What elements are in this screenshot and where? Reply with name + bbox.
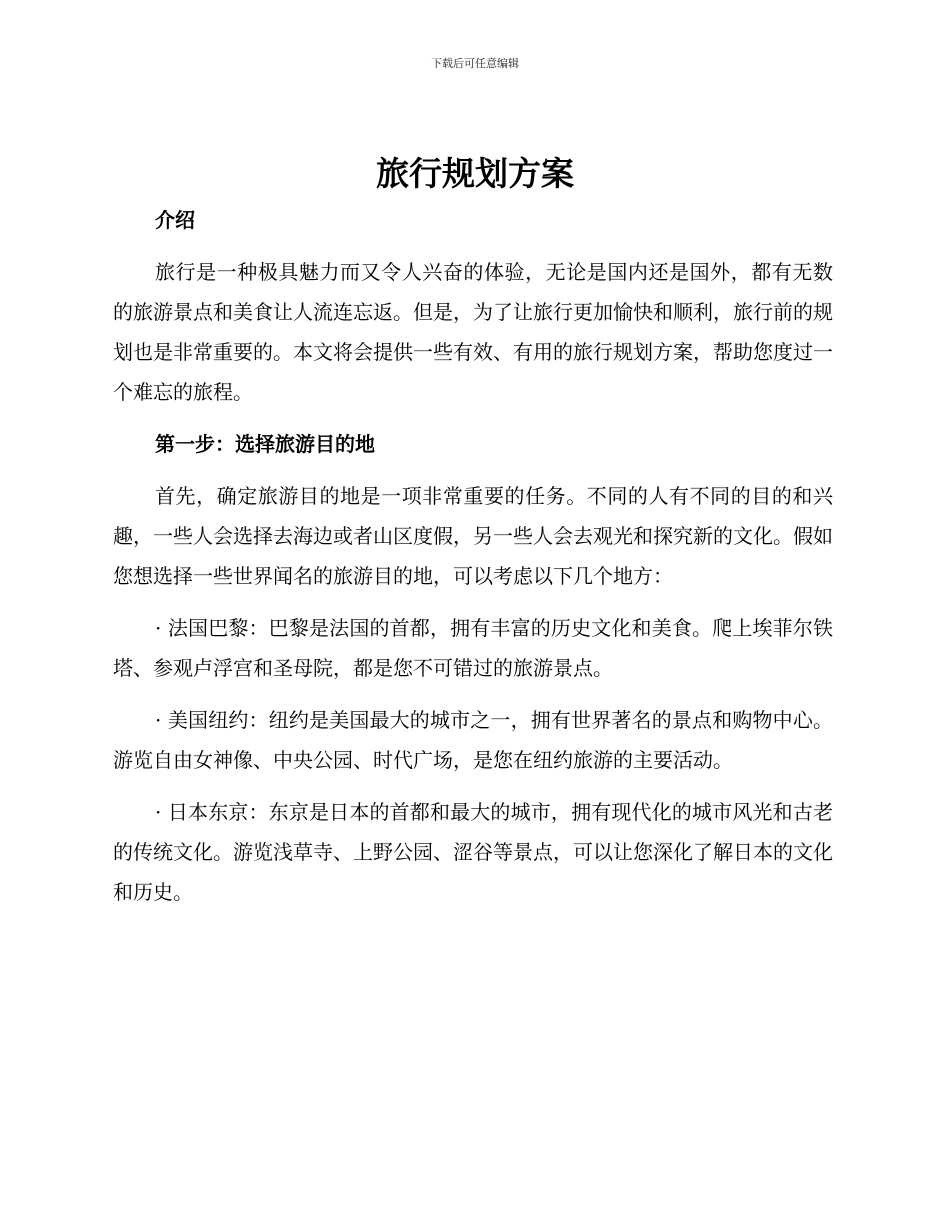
document-body — [113, 200, 833, 924]
header-note: 下载后可任意编辑 — [431, 57, 519, 70]
document-title: 旅行规划方案 — [376, 154, 574, 193]
step1-paragraph: 首先，确定旅游目的地是一项非常重要的任务。不同的人有不同的目的和兴趣，一些人会选择去海边或者山区度假，另一些人会去观光和探究新的文化。假如您想选择一些世界闻名的旅游目的地，可以考虑以下几个地方： — [113, 484, 833, 588]
section-heading-intro: 介绍 — [155, 208, 195, 232]
intro-paragraph: 旅行是一种极具魅力而又令人兴奋的体验，无论是国内还是国外，都有无数的旅游景点和美食让人流连忘返。但是，为了让旅行更加愉快和顺利，旅行前的规划也是非常重要的。本文将会提供一些有效、有用的旅行规划方案，帮助您度过一个难忘的旅程。 — [113, 260, 833, 404]
destination-item-tokyo: · 日本东京：东京是日本的首都和最大的城市，拥有现代化的城市风光和古老的传统文化。游览浅草寺、上野公园、涩谷等景点，可以让您深化了解日本的文化和历史。 — [113, 800, 833, 904]
destination-item-paris: · 法国巴黎：巴黎是法国的首都，拥有丰富的历史文化和美食。爬上埃菲尔铁塔、参观卢浮宫和圣母院，都是您不可错过的旅游景点。 — [113, 616, 833, 680]
destination-item-new-york: · 美国纽约：纽约是美国最大的城市之一，拥有世界著名的景点和购物中心。游览自由女神像、中央公园、时代广场，是您在纽约旅游的主要活动。 — [113, 708, 833, 772]
section-heading-step1: 第一步：选择旅游目的地 — [155, 432, 375, 456]
